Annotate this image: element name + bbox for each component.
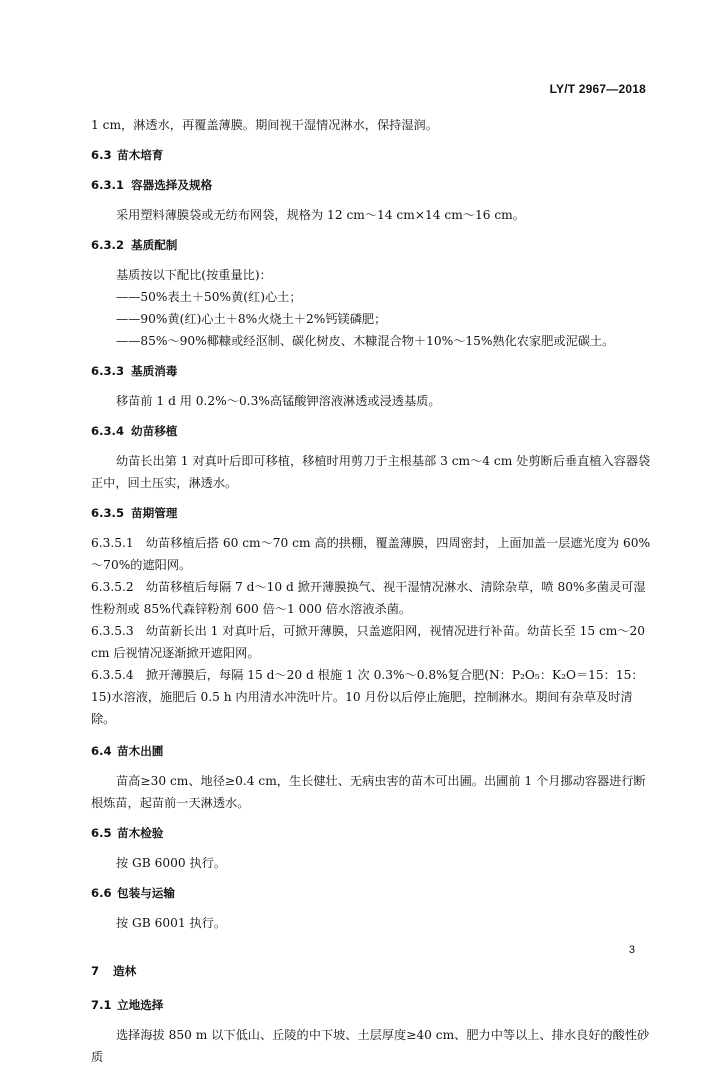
- page-number: 3: [628, 944, 635, 956]
- list-item: ——50%表土＋50%黄(红)心土；: [116, 290, 302, 304]
- paragraph-6-4: 苗高≥30 cm、地径≥0.4 cm，生长健壮、无病虫害的苗木可出圃。出圃前 1 个月挪动容器进行断根炼苗，起苗前一天淋透水。: [91, 774, 646, 810]
- heading-title: 苗木检验: [117, 826, 164, 840]
- heading-title: 幼苗移植: [131, 424, 178, 438]
- heading-title: 包装与运输: [117, 886, 175, 900]
- list-item: ——90%黄(红)心土＋8%火烧土＋2%钙镁磷肥；: [116, 312, 387, 326]
- heading-number: 6.3: [91, 148, 112, 162]
- heading-6-3: [91, 144, 651, 166]
- heading-number: 7: [91, 964, 100, 978]
- heading-title: 容器选择及规格: [131, 178, 213, 192]
- heading-title: 造林: [113, 964, 137, 978]
- heading-6-3-5: [91, 502, 651, 524]
- heading-7-1: [91, 994, 651, 1016]
- paragraph-6-6: 按 GB 6001 执行。: [116, 916, 227, 930]
- heading-number: 6.3.2: [91, 238, 125, 252]
- paragraph-6-3-1: 采用塑料薄膜袋或无纺布网袋，规格为 12 cm～14 cm×14 cm～16 cm。: [116, 208, 525, 222]
- heading-6-3-3: [91, 360, 651, 382]
- paragraph-6-3-5-3: 6.3.5.3 幼苗新长出 1 对真叶后，可掀开薄膜，只盖遮阳网，视情况进行补苗。幼苗长至 15 cm～20 cm 后视情况逐渐掀开遮阳网。: [91, 624, 646, 660]
- heading-title: 苗木培育: [117, 148, 164, 162]
- heading-number: 6.3.4: [91, 424, 125, 438]
- heading-title: 苗木出圃: [117, 744, 164, 758]
- heading-title: 基质消毒: [131, 364, 178, 378]
- paragraph-6-3-2: 基质按以下配比(按重量比)：: [116, 268, 272, 282]
- paragraph-6-5: 按 GB 6000 执行。: [116, 856, 227, 870]
- paragraph-6-3-5-2: 6.3.5.2 幼苗移植后每隔 7 d～10 d 掀开薄膜换气、视干湿情况淋水、清除杂草，喷 80%多菌灵可湿性粉剂或 85%代森锌粉剂 600 倍～1 000 倍水溶液杀菌。: [91, 580, 646, 616]
- heading-number: 6.5: [91, 826, 112, 840]
- paragraph-intro: 1 cm，淋透水，再覆盖薄膜。期间视干湿情况淋水，保持湿润。: [91, 118, 438, 132]
- heading-6-5: [91, 822, 651, 844]
- heading-number: 6.3.3: [91, 364, 125, 378]
- paragraph-6-3-5-4: 6.3.5.4 掀开薄膜后，每隔 15 d～20 d 根施 1 次 0.3%～0.8%复合肥(N：P₂O₅：K₂O＝15：15：15)水溶液，施肥后 0.5 h 内用清水冲洗叶片。10 月份以后停止施肥，控制淋水。期间有杂草及时清除。: [91, 668, 644, 726]
- heading-number: 6.3.5: [91, 506, 125, 520]
- heading-number: 6.6: [91, 886, 112, 900]
- document-body: [91, 114, 651, 1068]
- heading-6-3-1: [91, 174, 651, 196]
- list-item: ——85%～90%椰糠或经沤制、碳化树皮、木糠混合物＋10%～15%熟化农家肥或泥碳土。: [116, 334, 615, 348]
- paragraph-6-3-3: 移苗前 1 d 用 0.2%～0.3%高锰酸钾溶液淋透或浸透基质。: [116, 394, 441, 408]
- heading-title: 立地选择: [117, 998, 164, 1012]
- heading-6-4: [91, 740, 651, 762]
- heading-title: 苗期管理: [131, 506, 178, 520]
- paragraph-7-1: 选择海拔 850 m 以下低山、丘陵的中下坡、土层厚度≥40 cm、肥力中等以上、排水良好的酸性砂质: [91, 1028, 650, 1064]
- heading-6-3-4: [91, 420, 651, 442]
- paragraph-6-3-5-1: 6.3.5.1 幼苗移植后搭 60 cm～70 cm 高的拱棚，覆盖薄膜，四周密封，上面加盖一层遮光度为 60%～70%的遮阳网。: [91, 536, 651, 572]
- heading-6-3-2: [91, 234, 651, 256]
- heading-6-6: [91, 882, 651, 904]
- paragraph-6-3-4: 幼苗长出第 1 对真叶后即可移植，移植时用剪刀于主根基部 3 cm～4 cm 处剪断后垂直植入容器袋正中，回土压实，淋透水。: [91, 454, 651, 490]
- heading-title: 基质配制: [131, 238, 178, 252]
- heading-number: 6.4: [91, 744, 112, 758]
- standard-code-header: LY/T 2967—2018: [549, 82, 646, 96]
- heading-number: 6.3.1: [91, 178, 125, 192]
- heading-7: [91, 960, 651, 982]
- heading-number: 7.1: [91, 998, 112, 1012]
